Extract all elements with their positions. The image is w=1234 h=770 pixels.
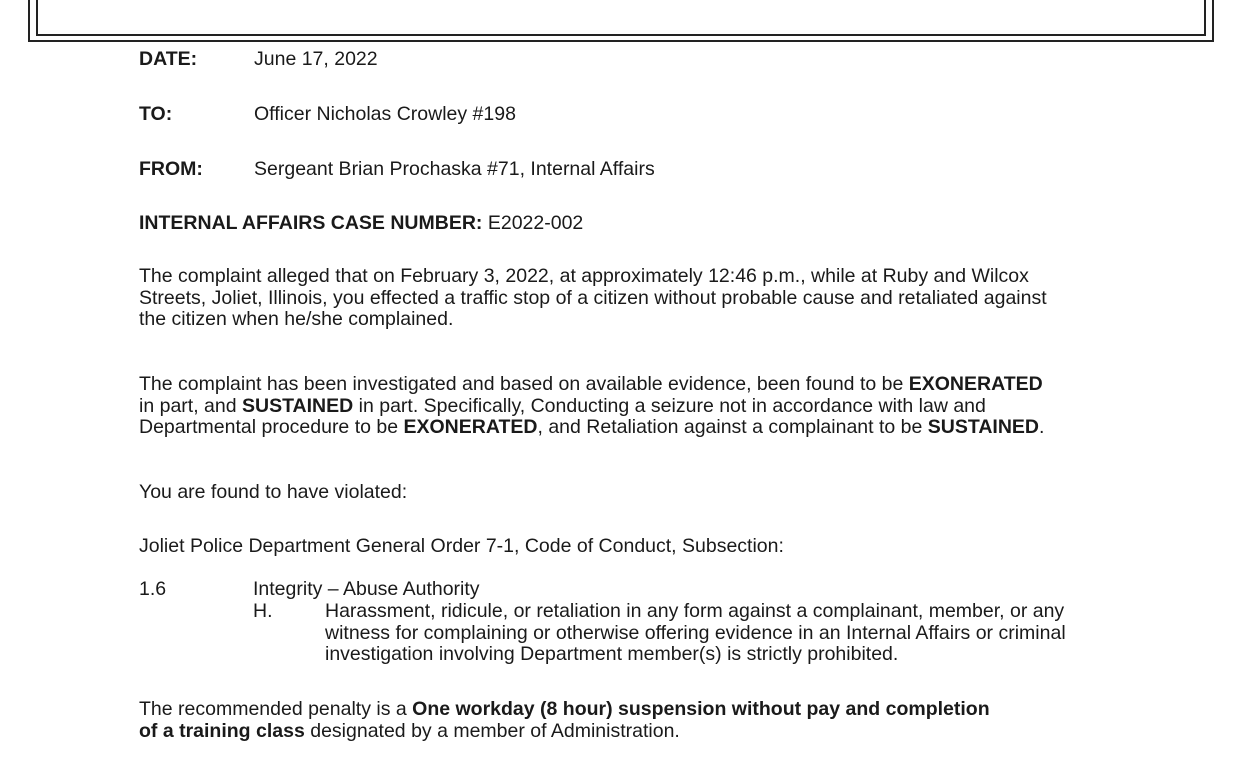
case-number-label: INTERNAL AFFAIRS CASE NUMBER: [139, 212, 483, 234]
case-number-value: E2022-002 [487, 212, 584, 234]
sustained-finding: SUSTAINED [241, 394, 354, 417]
item-line: Harassment, ridicule, or retaliation in any form against a complainant, member, or any [325, 600, 1065, 622]
penalty-bold: of a training class [139, 719, 305, 742]
to-label: TO: [139, 103, 173, 125]
exonerated-finding: EXONERATED [403, 416, 538, 438]
date-value: June 17, 2022 [254, 48, 378, 70]
finding-text: The complaint has been investigated and based on available evidence, been found to be [139, 373, 909, 395]
date-row [139, 47, 378, 71]
penalty-paragraph [139, 699, 1219, 742]
to-value: Officer Nicholas Crowley #198 [254, 103, 516, 125]
penalty-line [139, 721, 1219, 743]
finding-text: Departmental procedure to be [139, 416, 404, 438]
penalty-bold: One workday (8 hour) suspension without pay and completion [412, 698, 990, 720]
penalty-text: The recommended penalty is a [139, 698, 413, 720]
from-row [139, 157, 655, 181]
violated-intro-text: You are found to have violated: [139, 481, 408, 503]
finding-line [139, 396, 1219, 418]
complaint-line: The complaint alleged that on February 3, 2022, at approximately 12:46 p.m., while at Ruby and Wilcox [139, 265, 1029, 287]
finding-text: in part, and [139, 394, 242, 417]
date-label: DATE: [139, 48, 198, 70]
finding-text: . [1039, 416, 1045, 438]
penalty-text: designated by a member of Administration. [304, 719, 680, 742]
item-text [325, 601, 1066, 666]
memo-header-border [0, 0, 1234, 46]
penalty-line [139, 699, 1219, 721]
item-letter: H. [253, 600, 273, 622]
case-number-row [139, 211, 583, 235]
complaint-paragraph [139, 266, 1219, 331]
complaint-line: Streets, Joliet, Illinois, you effected a traffic stop of a citizen without probable cause and retaliated against [139, 286, 1047, 309]
exonerated-finding: EXONERATED [908, 373, 1043, 395]
from-value: Sergeant Brian Prochaska #71, Internal Affairs [254, 158, 655, 180]
subsection-number: 1.6 [139, 578, 167, 600]
finding-text: in part. Specifically, Conducting a seizure not in accordance with law and [353, 394, 986, 417]
finding-text: , and Retaliation against a complainant to be [537, 416, 928, 438]
complaint-line: the citizen when he/she complained. [139, 308, 454, 330]
finding-line [139, 374, 1219, 396]
from-label: FROM: [139, 158, 203, 180]
finding-paragraph [139, 374, 1219, 439]
finding-line [139, 417, 1219, 439]
item-line: witness for complaining or otherwise offering evidence in an Internal Affairs or criminal [325, 621, 1066, 644]
inner-border [36, 0, 1206, 36]
subsection-title: Integrity – Abuse Authority [253, 578, 480, 600]
sustained-finding: SUSTAINED [927, 416, 1039, 438]
violated-intro [139, 482, 1219, 504]
general-order [139, 536, 1219, 558]
item-line: investigation involving Department member(s) is strictly prohibited. [325, 643, 899, 665]
to-row [139, 102, 516, 126]
general-order-text: Joliet Police Department General Order 7-1, Code of Conduct, Subsection: [139, 535, 784, 557]
